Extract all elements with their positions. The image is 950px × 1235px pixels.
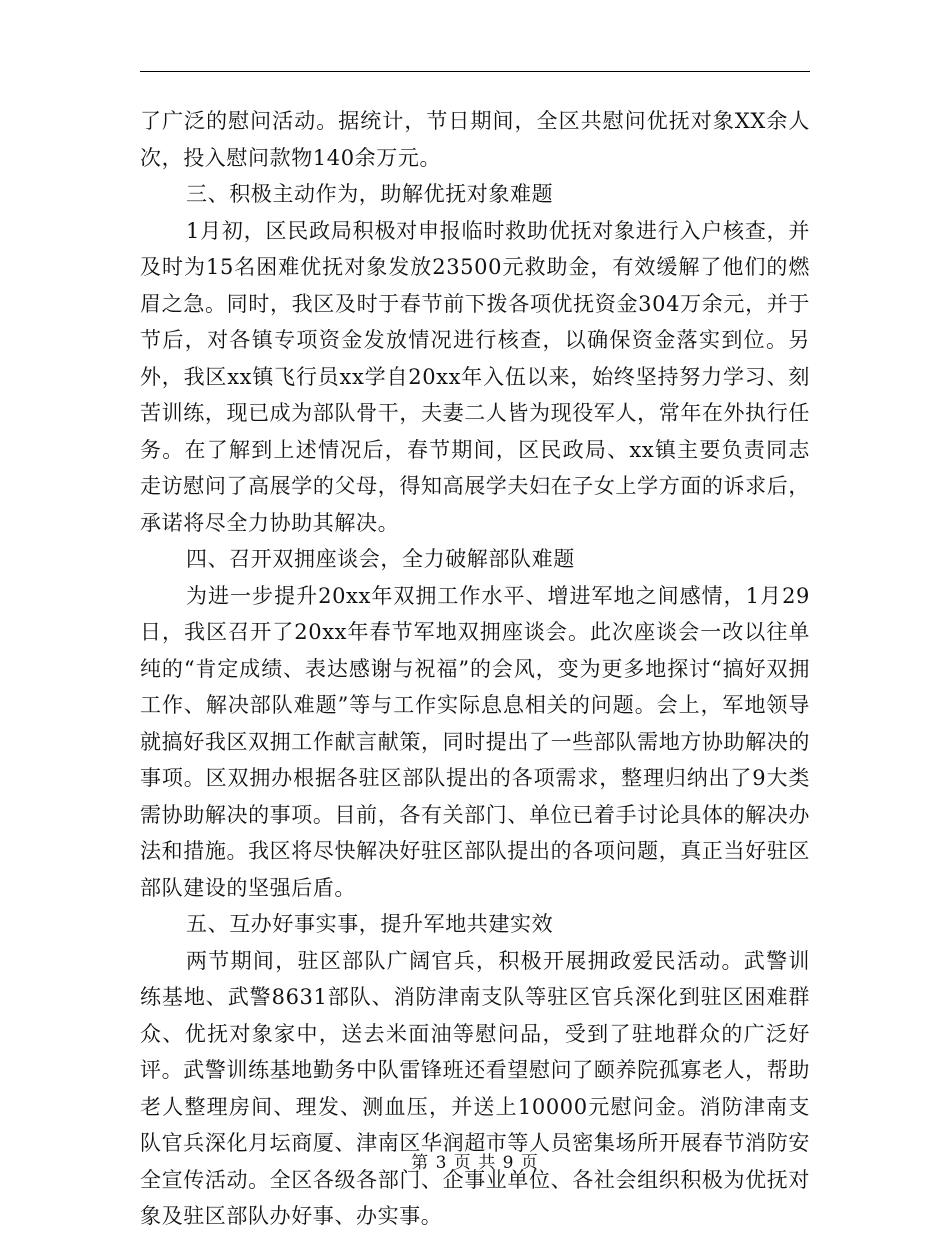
- header-rule: [140, 71, 810, 72]
- section-heading: 四、召开双拥座谈会，全力破解部队难题: [186, 547, 575, 571]
- document-body: [140, 103, 810, 1235]
- paragraph: 两节期间，驻区部队广阔官兵，积极开展拥政爱民活动。武警训练基地、武警8631部队、消防津南支队等驻区官兵深化到驻区困难群众、优抚对象家中，送去米面油等慰问品，受到了驻地群众的广泛好评。武警训练基地勤务中队雷锋班还看望慰问了颐养院孤寡老人，帮助老人整理房间、理发、测血压，并送上10000元慰问金。消防津南支队官兵深化月坛商厦、津南区华润超市等人员密集场所开展春节消防安全宣传活动。全区各级各部门、企事业单位、各社会组织积极为优抚对象及驻区部队办好事、办实事。: [140, 948, 810, 1228]
- section-heading: 三、积极主动作为，助解优抚对象难题: [186, 182, 554, 206]
- paragraph: 为进一步提升20xx年双拥工作水平、增进军地之间感情，1月29日，我区召开了20xx年春节军地双拥座谈会。此次座谈会一改以往单纯的“肯定成绩、表达感谢与祝福”的会风，变为更多地探讨“搞好双拥工作、解决部队难题”等与工作实际息息相关的问题。会上，军地领导就搞好我区双拥工作献言献策，同时提出了一些部队需地方协助解决的事项。区双拥办根据各驻区部队提出的各项需求，整理归纳出了9大类需协助解决的事项。目前，各有关部门、单位已着手讨论具体的解决办法和措施。我区将尽快解决好驻区部队提出的各项问题，真正当好驻区部队建设的坚强后盾。: [140, 583, 810, 900]
- paragraph: 1月初，区民政局积极对申报临时救助优抚对象进行入户核查，并及时为15名困难优抚对象发放23500元救助金，有效缓解了他们的燃眉之急。同时，我区及时于春节前下拨各项优抚资金304万余元，并于节后，对各镇专项资金发放情况进行核查，以确保资金落实到位。另外，我区xx镇飞行员xx学自20xx年入伍以来，始终坚持努力学习、刻苦训练，现已成为部队骨干，夫妻二人皆为现役军人，常年在外执行任务。在了解到上述情况后，春节期间，区民政局、xx镇主要负责同志走访慰问了高展学的父母，得知高展学夫妇在子女上学方面的诉求后，承诺将尽全力协助其解决。: [140, 218, 810, 535]
- page-number: 第 3 页 共 9 页: [411, 1153, 539, 1173]
- paragraph: 了广泛的慰问活动。据统计，节日期间，全区共慰问优抚对象XX余人次，投入慰问款物140余万元。: [140, 109, 810, 170]
- section-heading: 五、互办好事实事，提升军地共建实效: [186, 912, 554, 936]
